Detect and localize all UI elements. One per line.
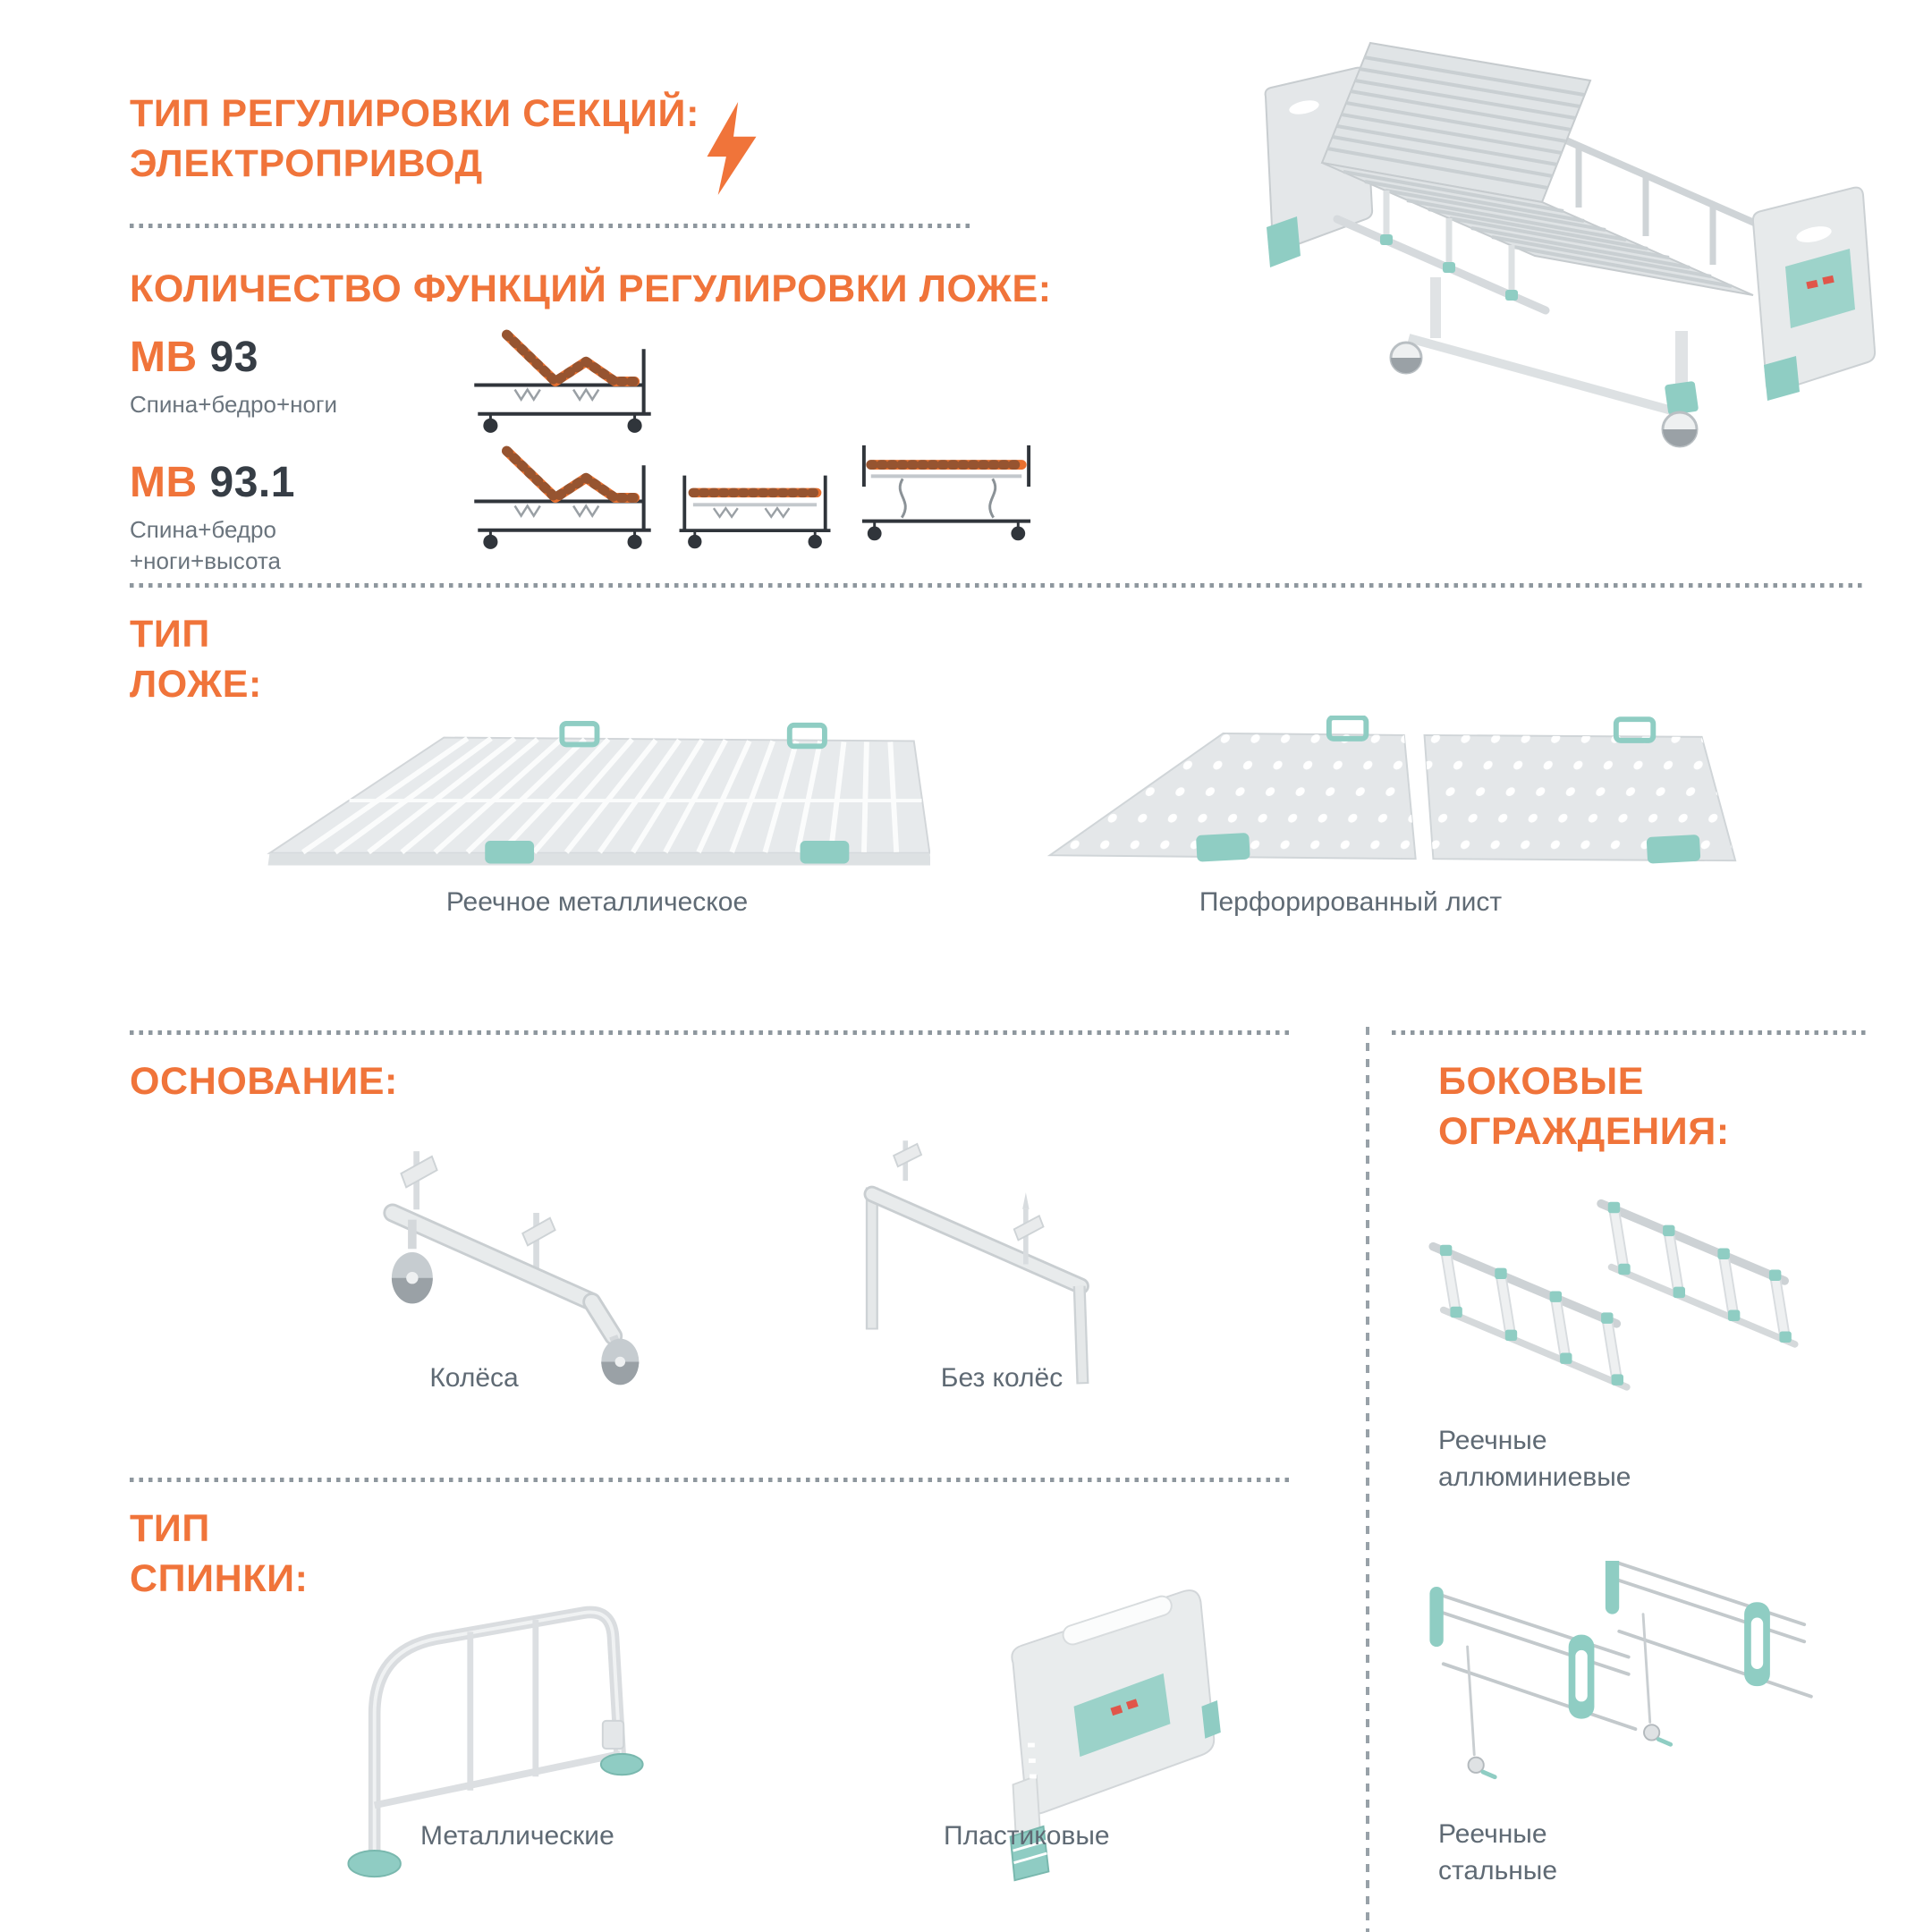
model-number: 93 — [209, 334, 258, 381]
back-hip-legs-profile-diagram — [465, 438, 664, 560]
model-mb93-subtitle: Спина+бедро+ноги — [130, 391, 337, 418]
separator — [1392, 1030, 1866, 1035]
headboard-title-line1: ТИП — [130, 1507, 210, 1550]
functions-title: КОЛИЧЕСТВО ФУНКЦИЙ РЕГУЛИРОВКИ ЛОЖЕ: — [130, 267, 1052, 310]
platform-title — [130, 610, 262, 710]
steel-slat-siderails-illustration — [1418, 1561, 1829, 1818]
model-brand: МВ — [130, 334, 198, 381]
siderail-item-label — [1438, 1816, 1557, 1890]
caster — [1391, 343, 1421, 373]
slatted-metal-platform-illustration — [264, 720, 930, 884]
label-line2: стальные — [1438, 1856, 1558, 1886]
regulation-title-line1: ТИП РЕГУЛИРОВКИ СЕКЦИЙ: — [130, 92, 699, 135]
vertical-separator — [1366, 1027, 1369, 1932]
bed-footboard — [1753, 188, 1875, 401]
platform-title-line2: ЛОЖЕ: — [130, 662, 262, 706]
aluminum-slat-siderails-illustration — [1418, 1197, 1829, 1445]
bed-frame — [1391, 277, 1699, 446]
base-with-wheels-illustration — [331, 1134, 724, 1391]
siderails-title-line2: ОГРАЖДЕНИЯ: — [1438, 1109, 1730, 1153]
separator — [130, 1030, 1292, 1035]
model-mb931-subtitle — [130, 514, 295, 577]
platform-item-label: Реечное металлическое — [445, 887, 749, 917]
base-item-label: Без колёс — [940, 1363, 1063, 1393]
model-mb93 — [130, 333, 337, 420]
siderails-title-line1: БОКОВЫЕ — [1438, 1060, 1645, 1103]
model-mb931-name — [130, 458, 295, 507]
low-height-profile-diagram — [669, 443, 841, 559]
regulation-title — [130, 89, 699, 190]
label-line1: Реечные — [1438, 1426, 1547, 1455]
platform-item-label: Перфорированный лист — [1199, 887, 1503, 917]
lightning-bolt-icon — [699, 100, 764, 197]
caster — [1663, 412, 1697, 446]
siderail-item-label — [1438, 1422, 1631, 1496]
subtitle-line1: Спина+бедро — [130, 516, 276, 543]
regulation-title-line2: ЭЛЕКТРОПРИВОД — [130, 141, 483, 185]
separator — [130, 224, 970, 228]
subtitle-line2: +ноги+высота — [130, 547, 281, 575]
caster — [392, 1252, 433, 1303]
headboard-title — [130, 1504, 309, 1605]
headboard-item-label: Пластиковые — [944, 1821, 1110, 1851]
base-without-wheels-illustration — [832, 1129, 1216, 1388]
base-item-label: Колёса — [429, 1363, 519, 1393]
label-line2: аллюминиевые — [1438, 1462, 1631, 1493]
model-mb93-name — [130, 333, 337, 382]
platform-title-line1: ТИП — [130, 613, 210, 656]
electric-hospital-bed-illustration — [1181, 9, 1914, 456]
base-title: ОСНОВАНИЕ: — [130, 1060, 398, 1103]
headboard-title-line2: СПИНКИ: — [130, 1556, 309, 1600]
separator — [130, 583, 1865, 588]
perforated-sheet-platform-illustration — [1038, 716, 1744, 886]
model-mb931 — [130, 458, 295, 577]
back-hip-legs-profile-diagram — [465, 322, 664, 444]
separator — [130, 1478, 1292, 1482]
siderails-title — [1438, 1057, 1730, 1157]
model-brand: МВ — [130, 459, 198, 506]
headboard-item-label: Металлические — [420, 1821, 614, 1851]
label-line1: Реечные — [1438, 1819, 1547, 1849]
model-number: 93.1 — [209, 459, 295, 506]
high-height-profile-diagram — [852, 438, 1041, 557]
